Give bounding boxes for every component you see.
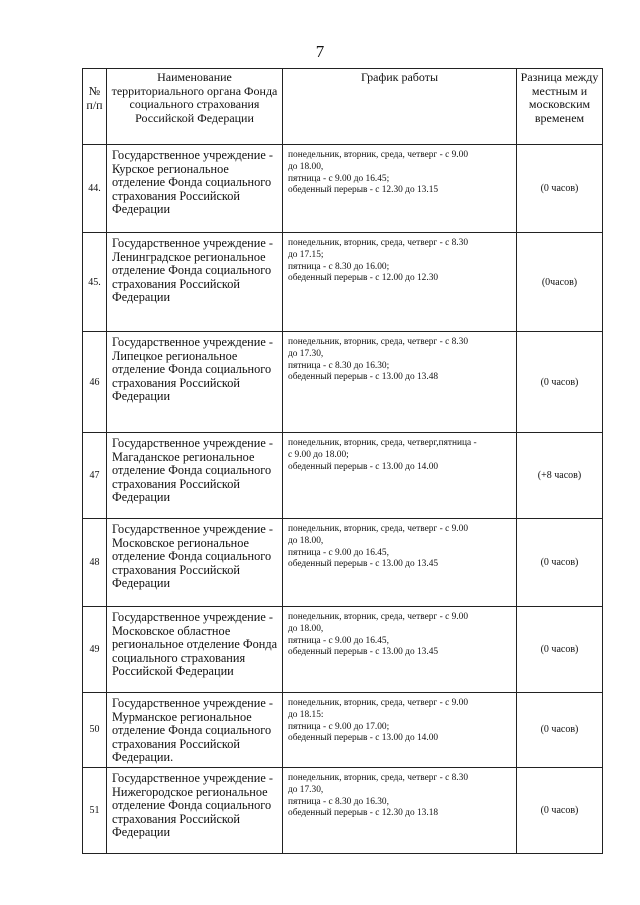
row-number: 45. <box>83 233 107 332</box>
header-org: Наименование территориального органа Фонда социального страхования Российской Федерации <box>107 69 283 145</box>
work-schedule <box>283 767 517 853</box>
work-schedule <box>283 233 517 332</box>
schedule-line: понедельник, вторник, среда, четверг - с 8.30 <box>288 337 469 347</box>
schedule-line: понедельник, вторник, среда, четверг - с 9.00 <box>288 150 469 160</box>
page-number: 7 <box>315 42 325 61</box>
schedule-line: пятница - с 8.30 до 16.00; <box>288 261 390 272</box>
row-number: 50 <box>83 693 107 768</box>
work-schedule <box>283 607 517 693</box>
time-difference: (0 часов) <box>517 767 603 853</box>
work-schedule <box>283 332 517 433</box>
org-name: Государственное учреждение - Липецкое региональное отделение Фонда социального страхования Российской Федерации <box>107 332 283 433</box>
work-schedule <box>283 693 517 768</box>
time-difference: (0часов) <box>517 233 603 332</box>
row-number: 44. <box>83 145 107 233</box>
schedule-line: до 17.30, <box>288 348 324 359</box>
row-number: 49 <box>83 607 107 693</box>
schedule-line: пятница - с 9.00 до 16.45, <box>288 547 389 558</box>
schedule-line: с 9.00 до 18.00; <box>288 449 349 460</box>
schedule-line: пятница - с 9.00 до 17.00; <box>288 721 390 732</box>
schedule-line: до 17.15; <box>288 249 324 260</box>
schedule-line: обеденный перерыв - с 13.00 до 14.00 <box>288 461 439 472</box>
schedule-line: обеденный перерыв - с 13.00 до 14.00 <box>288 733 439 744</box>
schedule-line: пятница - с 9.00 до 16.45, <box>288 635 389 646</box>
schedule-line: пятница - с 9.00 до 16.45; <box>288 173 390 184</box>
schedule-line: понедельник, вторник, среда, четверг,пятница - <box>288 438 477 448</box>
org-name: Государственное учреждение - Ленинградское региональное отделение Фонда социального страхования Российской Федерации <box>107 233 283 332</box>
header-num: № п/п <box>83 69 107 145</box>
schedule-line: обеденный перерыв - с 13.00 до 13.45 <box>288 559 439 570</box>
schedule-line: до 18.00, <box>288 161 324 172</box>
schedule-line: пятница - с 8.30 до 16.30; <box>288 360 390 371</box>
table-row <box>83 519 603 607</box>
table-row <box>83 433 603 519</box>
schedule-line: обеденный перерыв - с 12.00 до 12.30 <box>288 273 439 284</box>
table-row <box>83 145 603 233</box>
work-schedule <box>283 145 517 233</box>
table-row <box>83 767 603 853</box>
org-name: Государственное учреждение - Нижегородское региональное отделение Фонда социального страхования Российской Федерации <box>107 767 283 853</box>
header-diff: Разница между местным и московским временем <box>517 69 603 145</box>
time-difference: (0 часов) <box>517 693 603 768</box>
org-name: Государственное учреждение - Магаданское региональное отделение Фонда социального страхования Российской Федерации <box>107 433 283 519</box>
schedule-line: до 17.30, <box>288 784 324 795</box>
time-difference: (+8 часов) <box>517 433 603 519</box>
schedule-line: обеденный перерыв - с 12.30 до 13.18 <box>288 808 439 819</box>
table-row <box>83 693 603 768</box>
org-name: Государственное учреждение - Московское региональное отделение Фонда социального страхования Российской Федерации <box>107 519 283 607</box>
schedule-line: обеденный перерыв - с 12.30 до 13.15 <box>288 185 439 196</box>
table-row <box>83 233 603 332</box>
table-row <box>83 607 603 693</box>
org-name: Государственное учреждение - Курское региональное отделение Фонда социального страхования Российской Федерации <box>107 145 283 233</box>
schedule-line: до 18.15: <box>288 709 324 720</box>
org-name: Государственное учреждение - Мурманское региональное отделение Фонда социального страхования Российской Федерации. <box>107 693 283 768</box>
row-number: 47 <box>83 433 107 519</box>
org-name: Государственное учреждение - Московское областное региональное отделение Фонда социального страхования Российской Федерации <box>107 607 283 693</box>
header-schedule: График работы <box>283 69 517 145</box>
schedule-line: пятница - с 8.30 до 16.30, <box>288 796 389 807</box>
row-number: 48 <box>83 519 107 607</box>
schedule-line: обеденный перерыв - с 13.00 до 13.48 <box>288 372 439 383</box>
schedule-line: обеденный перерыв - с 13.00 до 13.45 <box>288 647 439 658</box>
schedule-line: понедельник, вторник, среда, четверг - с 8.30 <box>288 238 469 248</box>
work-schedule <box>283 433 517 519</box>
schedule-line: понедельник, вторник, среда, четверг - с 9.00 <box>288 612 469 622</box>
row-number: 46 <box>83 332 107 433</box>
schedule-line: понедельник, вторник, среда, четверг - с 9.00 <box>288 524 469 534</box>
time-difference: (0 часов) <box>517 332 603 433</box>
work-schedule <box>283 519 517 607</box>
table-row <box>83 332 603 433</box>
table-body <box>83 145 603 854</box>
schedule-line: понедельник, вторник, среда, четверг - с 9.00 <box>288 698 469 708</box>
row-number: 51 <box>83 767 107 853</box>
header-row <box>83 69 603 145</box>
schedule-line: понедельник, вторник, среда, четверг - с 8.30 <box>288 772 469 783</box>
time-difference: (0 часов) <box>517 145 603 233</box>
schedule-line: до 18.00, <box>288 623 324 634</box>
time-difference: (0 часов) <box>517 519 603 607</box>
schedule-line: до 18.00, <box>288 535 324 546</box>
time-difference: (0 часов) <box>517 607 603 693</box>
schedule-table <box>82 68 603 854</box>
